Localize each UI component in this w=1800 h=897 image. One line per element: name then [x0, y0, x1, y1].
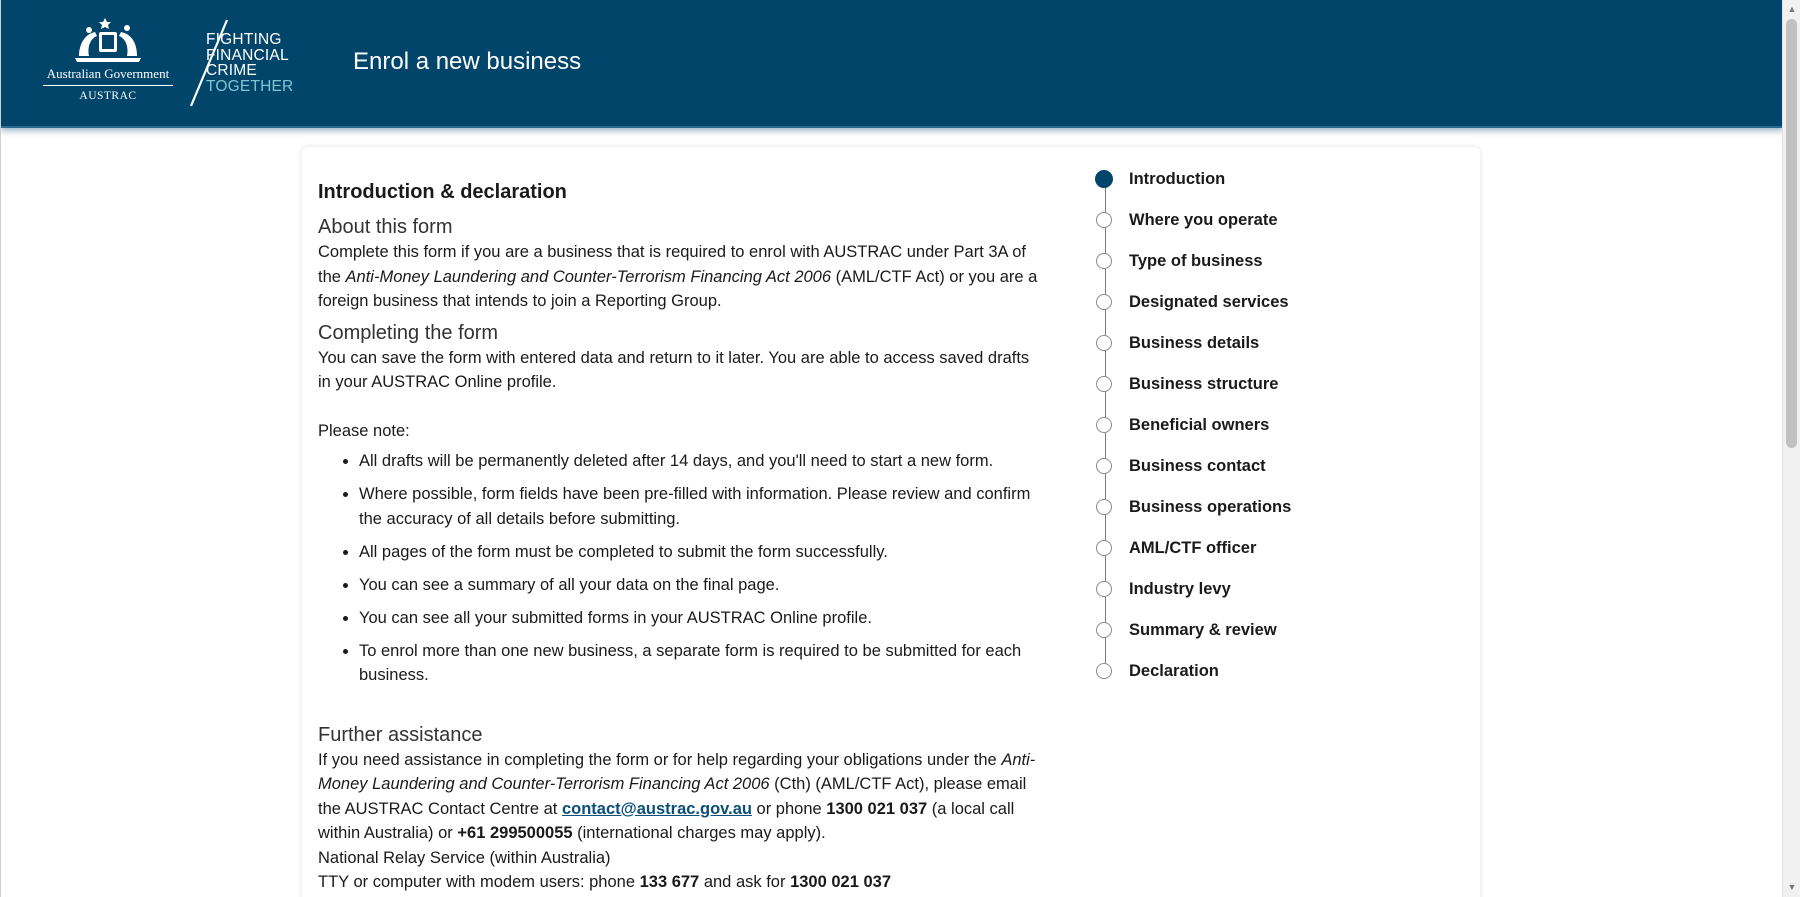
step-type-of-business[interactable]	[1095, 251, 1395, 292]
assistance-heading: Further assistance	[318, 723, 483, 746]
site-header	[1, 0, 1782, 128]
step-circle-icon	[1096, 253, 1112, 269]
step-label: Summary & review	[1129, 621, 1277, 639]
australian-government-logo[interactable]	[39, 16, 177, 110]
step-label: Type of business	[1129, 252, 1263, 270]
step-business-details[interactable]	[1095, 333, 1395, 374]
step-label: Declaration	[1129, 662, 1219, 680]
tty-text: TTY or computer with modem users: phone 133 677 and ask for 1300 021 037	[318, 873, 891, 891]
list-item: • All drafts will be permanently deleted after 14 days, and you'll need to start a new form.	[359, 449, 1038, 474]
about-heading: About this form	[318, 216, 453, 238]
step-circle-icon	[1096, 294, 1112, 310]
step-label: AML/CTF officer	[1129, 539, 1257, 557]
step-circle-icon	[1096, 581, 1112, 597]
page-title: Enrol a new business	[353, 48, 582, 75]
scrollbar-thumb[interactable]	[1786, 19, 1797, 448]
form-card	[302, 147, 1480, 897]
coat-of-arms-icon	[69, 16, 147, 64]
fighting-financial-crime-logo	[189, 18, 309, 108]
step-label: Introduction	[1129, 170, 1226, 188]
step-label: Where you operate	[1129, 211, 1278, 229]
step-summary-review[interactable]	[1095, 620, 1395, 661]
campaign-line: TOGETHER	[206, 77, 294, 95]
progress-stepper	[1095, 169, 1395, 702]
step-circle-icon	[1096, 622, 1112, 638]
step-current-icon	[1095, 170, 1113, 188]
step-business-contact[interactable]	[1095, 456, 1395, 497]
step-circle-icon	[1096, 335, 1112, 351]
logo-divider	[43, 85, 173, 86]
scroll-up-icon[interactable]: ▲	[1787, 4, 1797, 14]
step-label: Business contact	[1129, 457, 1266, 475]
list-item: • To enrol more than one new business, a separate form is required to be submitted for each business.	[359, 639, 1038, 688]
relay-heading: National Relay Service (within Australia)	[318, 848, 611, 867]
campaign-line: FINANCIAL	[206, 46, 289, 64]
campaign-line: CRIME	[206, 62, 257, 79]
note-label: Please note:	[318, 421, 410, 440]
introduction-content	[318, 179, 1038, 895]
step-label: Business details	[1129, 334, 1260, 352]
step-circle-icon	[1096, 540, 1112, 556]
assistance-text: If you need assistance in completing the form or for help regarding your obligations under the Anti-Money Laundering and Counter-Terrorism Financing Act 2006 (Cth) (AML/CTF Act), please email the AUSTRAC Contact Centre at contact@austrac.gov.au or phone 1300 021 037 (a local call within Australia) or +61 299500055 (international charges may apply).	[318, 750, 1036, 842]
agency-name: AUSTRAC	[79, 90, 137, 102]
government-name: Australian Government	[46, 66, 170, 81]
step-label: Industry levy	[1129, 580, 1231, 598]
scroll-down-icon[interactable]: ▼	[1787, 882, 1797, 892]
campaign-line: FIGHTING	[206, 31, 282, 48]
step-label: Designated services	[1129, 293, 1289, 311]
step-declaration[interactable]	[1095, 661, 1395, 702]
step-aml-ctf-officer[interactable]	[1095, 538, 1395, 579]
international-phone: +61 299500055	[457, 824, 573, 842]
completing-text: You can save the form with entered data and return to it later. You are able to access saved drafts in your AUSTRAC Online profile.	[318, 348, 1030, 391]
campaign-wordmark	[206, 32, 293, 94]
notes-list	[318, 449, 1038, 688]
step-label: Beneficial owners	[1129, 416, 1270, 434]
list-item: • You can see all your submitted forms in your AUSTRAC Online profile.	[359, 606, 1038, 631]
step-introduction[interactable]	[1095, 169, 1395, 210]
list-item: • Where possible, form fields have been pre-filled with information. Please review and confirm the accuracy of all details before submitting.	[359, 482, 1038, 531]
vertical-scrollbar[interactable]	[1782, 0, 1800, 897]
step-industry-levy[interactable]	[1095, 579, 1395, 620]
step-circle-icon	[1096, 212, 1112, 228]
step-designated-services[interactable]	[1095, 292, 1395, 333]
section-heading: Introduction & declaration	[318, 181, 567, 203]
about-text: Complete this form if you are a business that is required to enrol with AUSTRAC under Part 3A of the Anti-Money Laundering and Counter-Terrorism Financing Act 2006 (AML/CTF Act) or you are a foreign business that intends to join a Reporting Group.	[318, 243, 1038, 310]
completing-heading: Completing the form	[318, 321, 499, 344]
step-business-structure[interactable]	[1095, 374, 1395, 415]
contact-email-link[interactable]: contact@austrac.gov.au	[561, 799, 752, 818]
step-circle-icon	[1096, 663, 1112, 679]
step-beneficial-owners[interactable]	[1095, 415, 1395, 456]
step-business-operations[interactable]	[1095, 497, 1395, 538]
step-circle-icon	[1096, 458, 1112, 474]
step-where-you-operate[interactable]	[1095, 210, 1395, 251]
list-item: • You can see a summary of all your data on the final page.	[359, 573, 1038, 598]
step-circle-icon	[1096, 499, 1112, 515]
step-circle-icon	[1096, 417, 1112, 433]
list-item: • All pages of the form must be completed to submit the form successfully.	[359, 540, 1038, 565]
step-label: Business operations	[1129, 498, 1292, 516]
local-phone: 1300 021 037	[826, 799, 928, 818]
step-circle-icon	[1096, 376, 1112, 392]
step-label: Business structure	[1129, 375, 1279, 393]
